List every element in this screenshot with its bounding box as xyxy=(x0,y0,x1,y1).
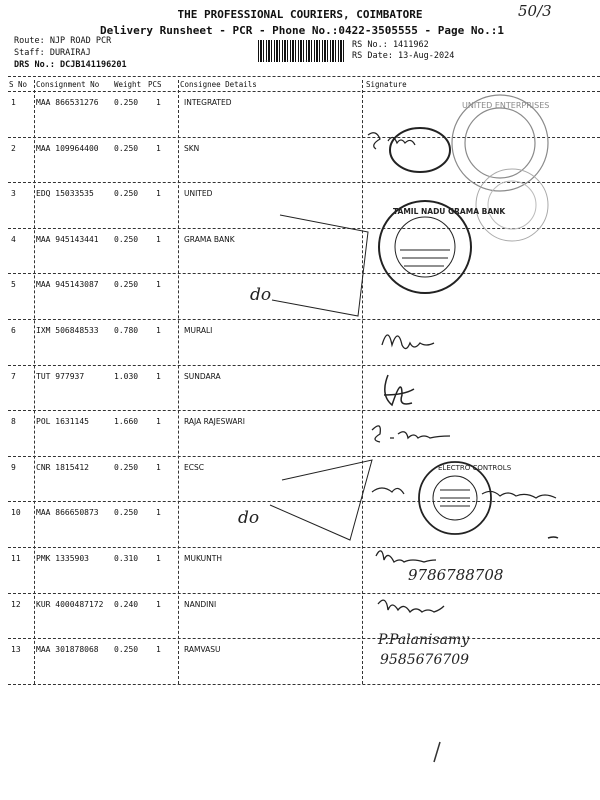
row-consignment-no: MAA 945143441 xyxy=(36,234,99,244)
row-sno: 2 xyxy=(11,143,16,153)
row-weight: 0.310 xyxy=(114,554,139,563)
row-consignee: UNITED xyxy=(184,189,213,199)
svg-text:UNITED ENTERPRISES: UNITED ENTERPRISES xyxy=(462,101,550,110)
bank-stamp xyxy=(379,201,506,293)
row-consignment-no: MAA 866531276 xyxy=(36,98,99,107)
row-sno: 1 xyxy=(11,98,16,107)
handwritten-phone: 9786788708 xyxy=(408,566,504,584)
route-label: Route: NJP ROAD PCR xyxy=(14,36,112,46)
row-weight: 0.250 xyxy=(114,645,139,655)
row-weight: 0.780 xyxy=(114,326,139,335)
row-consignee: NANDINI xyxy=(184,599,217,609)
row-pcs: 1 xyxy=(156,599,161,609)
row-sno: 4 xyxy=(11,234,16,244)
drs-number: DRS No.: DCJB141196201 xyxy=(14,60,127,70)
row-pcs: 1 xyxy=(156,143,161,153)
row-pcs: 1 xyxy=(156,508,161,518)
row-pcs: 1 xyxy=(156,280,161,290)
svg-text:TAMIL NADU GRAMA BANK: TAMIL NADU GRAMA BANK xyxy=(393,207,506,216)
col-header-consignee: Consignee Details xyxy=(180,80,257,89)
pen-mark xyxy=(548,537,558,538)
row-weight: 0.250 xyxy=(114,98,139,107)
row-consignee: RAJA RAJESWARI xyxy=(184,417,245,427)
signature-row-11 xyxy=(376,551,436,562)
ditto-bracket xyxy=(270,460,372,540)
ditto-bracket xyxy=(272,215,368,316)
faint-round-stamp xyxy=(488,181,536,229)
row-consignment-no: MAA 301878068 xyxy=(36,645,99,655)
row-consignment-no: MAA 109964400 xyxy=(36,143,99,153)
row-consignment-no: PMK 1335903 xyxy=(36,554,89,563)
row-consignee: ECSC xyxy=(184,462,204,472)
row-weight: 0.250 xyxy=(114,234,139,244)
row-consignment-no: POL 1631145 xyxy=(36,417,89,427)
row-consignment-no: CNR 1815412 xyxy=(36,462,89,472)
row-consignee: RAMVASU xyxy=(184,645,221,655)
svg-text:ELECTRO CONTROLS: ELECTRO CONTROLS xyxy=(438,464,512,472)
staff-label: Staff: DURAIRAJ xyxy=(14,48,91,58)
row-sno: 9 xyxy=(11,462,16,472)
row-pcs: 1 xyxy=(156,462,161,472)
company-title: THE PROFESSIONAL COURIERS, COIMBATORE xyxy=(177,8,423,21)
row-weight: 0.240 xyxy=(114,599,139,609)
row-consignee: SKN xyxy=(184,143,200,153)
row-sno: 8 xyxy=(11,417,16,427)
row-sno: 6 xyxy=(11,326,16,335)
handwritten-signature: P.Palanisamy xyxy=(378,632,470,648)
row-sno: 7 xyxy=(11,371,16,381)
row-consignee: MURALI xyxy=(184,326,213,335)
row-consignment-no: IXM 506848533 xyxy=(36,326,99,335)
row-sno: 13 xyxy=(11,645,21,655)
row-weight: 1.030 xyxy=(114,371,139,381)
row-pcs: 1 xyxy=(156,417,161,427)
row-consignment-no: KUR 4000487172 xyxy=(36,599,104,609)
col-header-consignment: Consignment No xyxy=(36,80,100,89)
signature-stamp xyxy=(390,128,450,172)
row-sno: 11 xyxy=(11,554,21,563)
row-sno: 12 xyxy=(11,599,21,609)
signature-row-7 xyxy=(384,375,414,405)
ditto-mark: do xyxy=(250,285,272,305)
row-consignee: SUNDARA xyxy=(184,371,221,381)
row-weight: 0.250 xyxy=(114,143,139,153)
row-consignee: MUKUNTH xyxy=(184,554,222,563)
row-pcs: 1 xyxy=(156,371,161,381)
electro-stamp xyxy=(419,462,512,534)
col-header-sno: S No xyxy=(9,80,28,89)
row-weight: 0.250 xyxy=(114,508,139,518)
row-pcs: 1 xyxy=(156,645,161,655)
rs-number: RS No.: 1411962 xyxy=(352,40,429,50)
row-consignment-no: MAA 945143087 xyxy=(36,280,99,290)
row-weight: 0.250 xyxy=(114,462,139,472)
signature-row-12 xyxy=(378,600,444,612)
handwritten-phone: 9585676709 xyxy=(380,652,470,668)
runsheet-subtitle: Delivery Runsheet - PCR - Phone No.:0422-3505555 - Page No.:1 xyxy=(100,24,504,37)
row-pcs: 1 xyxy=(156,98,161,107)
row-sno: 10 xyxy=(11,508,21,518)
corner-page-mark: 50/3 xyxy=(518,2,552,20)
row-weight: 1.660 xyxy=(114,417,139,427)
pen-mark xyxy=(434,742,440,762)
faint-round-stamp xyxy=(476,169,548,241)
row-consignment-no: EDQ 15033535 xyxy=(36,189,94,199)
row-sno: 5 xyxy=(11,280,16,290)
col-header-weight: Weight xyxy=(114,80,142,89)
signature-row-6 xyxy=(382,335,434,349)
col-header-pcs: PCS xyxy=(148,80,162,89)
row-consignment-no: TUT 977937 xyxy=(36,371,85,381)
signature-row-8 xyxy=(372,426,450,442)
row-consignee: GRAMA BANK xyxy=(184,234,235,244)
col-header-signature: Signature xyxy=(366,80,407,89)
row-weight: 0.250 xyxy=(114,189,139,199)
row-pcs: 1 xyxy=(156,189,161,199)
row-pcs: 1 xyxy=(156,234,161,244)
row-pcs: 1 xyxy=(156,326,161,335)
row-sno: 3 xyxy=(11,189,16,199)
row-consignee: INTEGRATED xyxy=(184,98,232,107)
ditto-mark: do xyxy=(238,508,260,528)
row-weight: 0.250 xyxy=(114,280,139,290)
rs-date: RS Date: 13-Aug-2024 xyxy=(352,51,455,61)
row-pcs: 1 xyxy=(156,554,161,563)
row-consignment-no: MAA 866650873 xyxy=(36,508,99,518)
